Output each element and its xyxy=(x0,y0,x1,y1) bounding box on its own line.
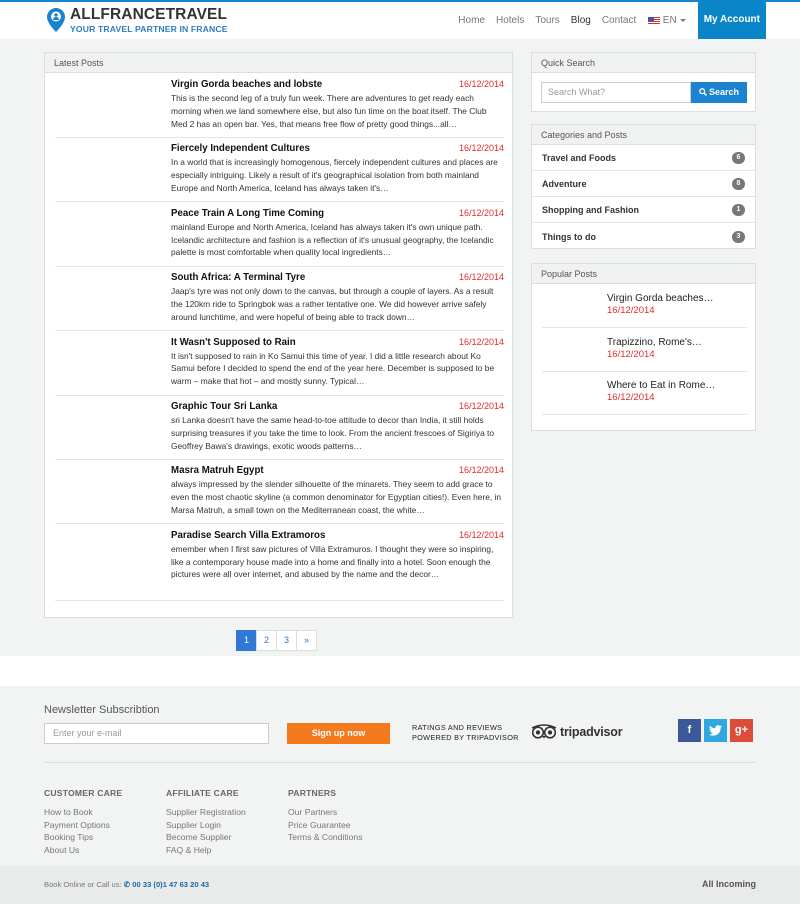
post-excerpt: mainland Europe and North America, Iceland has always taken it's own unique path. Icelandic architecture and fashion is a reflection of it's unusual geography, the Icelandic palette is most comfortable when quality local ingredients… xyxy=(171,221,494,258)
footer-link[interactable]: Become Supplier xyxy=(166,832,232,842)
footer-link[interactable]: Booking Tips xyxy=(44,832,94,842)
category-label: Adventure xyxy=(542,179,587,190)
popular-posts-panel xyxy=(531,263,756,431)
category-label: Shopping and Fashion xyxy=(542,205,639,216)
footer-column-title: AFFILIATE CARE xyxy=(166,788,239,798)
nav-contact[interactable]: Contact xyxy=(601,15,637,26)
nav-hotels[interactable]: Hotels xyxy=(495,15,525,26)
navbar xyxy=(0,2,800,39)
categories-panel xyxy=(531,124,756,249)
footer-link[interactable]: Supplier Registration xyxy=(166,807,246,817)
company-name: All Incoming xyxy=(702,879,756,889)
category-item[interactable] xyxy=(532,171,755,197)
post-title[interactable]: Fiercely Independent Cultures xyxy=(171,143,310,155)
footer-column-title: CUSTOMER CARE xyxy=(44,788,123,798)
footer-link[interactable]: Our Partners xyxy=(288,807,338,817)
logo-subtitle: YOUR TRAVEL PARTNER IN FRANCE xyxy=(70,24,228,34)
call-us-text: Book Online or Call us: xyxy=(44,880,122,889)
popular-post-date: 16/12/2014 xyxy=(607,392,655,403)
popular-post-title: Trapizzino, Rome's… xyxy=(607,336,702,348)
nav-tours[interactable]: Tours xyxy=(535,15,560,26)
post-date: 16/12/2014 xyxy=(458,401,504,411)
popular-post-title: Virgin Gorda beaches… xyxy=(607,293,714,304)
main-content xyxy=(0,39,800,656)
category-count-badge: 6 xyxy=(732,152,745,164)
tripadvisor-caption xyxy=(412,723,519,743)
footer-column xyxy=(288,788,363,844)
pagination xyxy=(237,630,317,651)
email-field[interactable]: Enter your e-mail xyxy=(44,723,269,744)
bottom-bar xyxy=(0,866,800,904)
newsletter-heading: Newsletter Subscribtion xyxy=(44,704,160,716)
tripadvisor-line-1: RATINGS AND REVIEWS xyxy=(412,723,503,732)
search-button-label: Search xyxy=(708,87,740,97)
post-excerpt: sri Lanka doesn't have the same head-to-toe attitude to decor than India, it still holds surprising treasures if you take the time to look. From the ancient frescoes of Sigiriya to Geoffrey Bawa's drawings, exotic woods patterns… xyxy=(171,415,495,451)
footer-link[interactable]: Supplier Login xyxy=(166,819,221,830)
post-item[interactable] xyxy=(55,332,504,396)
post-date: 16/12/2014 xyxy=(458,465,504,476)
post-item[interactable] xyxy=(55,460,504,524)
latest-posts-panel xyxy=(44,52,513,618)
post-title[interactable]: Graphic Tour Sri Lanka xyxy=(171,401,278,412)
page-next[interactable]: » xyxy=(296,630,317,651)
category-item[interactable] xyxy=(532,197,755,223)
main-nav xyxy=(453,2,766,39)
facebook-icon[interactable]: f xyxy=(678,719,701,742)
tripadvisor-owl-icon xyxy=(531,724,557,739)
google-plus-icon[interactable]: g+ xyxy=(730,719,753,742)
post-item[interactable] xyxy=(55,525,504,601)
category-label: Things to do xyxy=(542,231,596,242)
phone-number: 00 33 (0)1 47 63 20 43 xyxy=(132,880,210,889)
footer-link[interactable]: About Us xyxy=(44,844,80,855)
post-excerpt: Jaap's tyre was not only down to the canvas, but through a couple of layers. As a result the 120km ride to Springbok was a rather tentative one. We did however arrive safely around lunchtime, and were hopeful of being able to track down… xyxy=(171,286,494,322)
page-1[interactable]: 1 xyxy=(236,630,257,651)
post-title[interactable]: Masra Matruh Egypt xyxy=(171,465,264,477)
search-icon xyxy=(699,88,707,96)
popular-post-date: 16/12/2014 xyxy=(607,348,655,360)
latest-posts-heading: Latest Posts xyxy=(45,53,512,73)
post-item[interactable] xyxy=(55,267,504,331)
post-date: 16/12/2014 xyxy=(458,336,504,347)
post-date: 16/12/2014 xyxy=(458,79,504,89)
post-item[interactable] xyxy=(55,396,504,460)
language-label: EN xyxy=(662,15,677,26)
page-3[interactable]: 3 xyxy=(276,630,297,651)
twitter-bird-icon xyxy=(709,725,722,736)
post-title[interactable]: South Africa: A Terminal Tyre xyxy=(171,272,306,284)
call-us xyxy=(44,880,209,889)
footer-divider xyxy=(44,762,756,763)
post-excerpt: This is the second leg of a truly fun week. There are adventures to get ready each morning when we land somewhere else, but also fun time on the boat itself. The Club Med 2 has an open bar. Yes, that means free flow of pretty good things...all… xyxy=(171,93,487,129)
footer-column xyxy=(166,788,246,856)
quick-search-heading: Quick Search xyxy=(532,53,755,73)
post-title[interactable]: It Wasn't Supposed to Rain xyxy=(171,336,296,348)
popular-posts-heading: Popular Posts xyxy=(532,264,755,284)
post-title[interactable]: Paradise Search Villa Extramoros xyxy=(171,529,326,541)
nav-blog[interactable]: Blog xyxy=(570,15,591,26)
tripadvisor-logo[interactable] xyxy=(531,724,622,739)
footer-link[interactable]: FAQ & Help xyxy=(166,844,212,855)
post-date: 16/12/2014 xyxy=(458,207,504,218)
post-date: 16/12/2014 xyxy=(458,272,504,283)
post-excerpt: emember when I first saw pictures of Villa Extramuros. I thought they were so inspiring, like a contemporary house made into a home and finally into a hotel. Soon enough the pictures were all over internet, and abused by the name and the decor… xyxy=(171,543,494,580)
footer-link[interactable]: Payment Options xyxy=(44,819,110,830)
post-item[interactable] xyxy=(55,74,504,138)
categories-heading: Categories and Posts xyxy=(532,125,755,145)
map-pin-icon xyxy=(47,8,65,32)
footer-link[interactable]: Price Guarantee xyxy=(288,819,351,830)
tripadvisor-word: tripadvisor xyxy=(560,724,623,739)
signup-button[interactable]: Sign up now xyxy=(287,723,390,744)
footer-link[interactable]: Terms & Conditions xyxy=(288,832,363,842)
post-date: 16/12/2014 xyxy=(458,529,504,540)
language-dropdown[interactable] xyxy=(642,15,692,26)
footer-link[interactable]: How to Book xyxy=(44,807,93,817)
post-item[interactable] xyxy=(55,203,504,267)
page-2[interactable]: 2 xyxy=(256,630,277,651)
social-links xyxy=(678,719,756,742)
phone-icon: ✆ xyxy=(123,880,131,889)
category-count-badge: 1 xyxy=(732,204,745,216)
post-excerpt: It isn't supposed to rain in Ko Samui this time of year. I did a little research about Ko Samui before I decided to spend the end of the year here. December is supposed to be warm – make that hot – and mostly sunny. Typical… xyxy=(171,350,495,387)
us-flag-icon xyxy=(648,17,660,25)
category-item[interactable] xyxy=(532,224,755,250)
site-logo[interactable] xyxy=(47,5,228,34)
popular-post-item[interactable] xyxy=(542,372,747,415)
category-count-badge: 3 xyxy=(732,231,745,243)
twitter-icon[interactable] xyxy=(704,719,727,742)
post-title[interactable]: Peace Train A Long Time Coming xyxy=(171,207,325,219)
post-excerpt: always impressed by the slender silhouette of the minarets. They seem to add grace to even the most chaotic skyline (a common denominator for Egyptian cities!). Even here, in Marsa Matruh, a small town on the Mediterranean coast, the white… xyxy=(171,479,502,515)
footer xyxy=(0,686,800,866)
search-input[interactable]: Search What? xyxy=(541,82,691,103)
caret-down-icon xyxy=(680,19,686,22)
search-button[interactable] xyxy=(691,82,747,103)
quick-search-panel xyxy=(531,52,756,112)
logo-title: ALLFRANCETRAVEL xyxy=(70,6,228,23)
category-label: Travel and Foods xyxy=(542,153,617,163)
footer-column xyxy=(44,788,122,856)
post-date: 16/12/2014 xyxy=(458,143,504,154)
category-item[interactable] xyxy=(532,145,755,171)
category-count-badge: 8 xyxy=(732,178,745,190)
nav-home[interactable]: Home xyxy=(458,15,485,26)
popular-post-title: Where to Eat in Rome… xyxy=(607,380,716,391)
footer-column-title: PARTNERS xyxy=(288,788,337,798)
popular-post-date: 16/12/2014 xyxy=(607,305,655,316)
my-account-button[interactable]: My Account xyxy=(698,0,766,39)
post-title[interactable]: Virgin Gorda beaches and lobste xyxy=(171,79,323,90)
tripadvisor-line-2: POWERED BY TRIPADVISOR xyxy=(412,733,519,742)
post-excerpt: In a world that is increasingly homogenous, fiercely independent cultures and places are especially intriguing. Likely a result of it's geographical isolation from both mainland Europe and North America, Iceland has always taken it's… xyxy=(171,157,498,193)
popular-post-item[interactable] xyxy=(542,285,747,328)
popular-post-item[interactable] xyxy=(542,329,747,372)
post-item[interactable] xyxy=(55,138,504,202)
